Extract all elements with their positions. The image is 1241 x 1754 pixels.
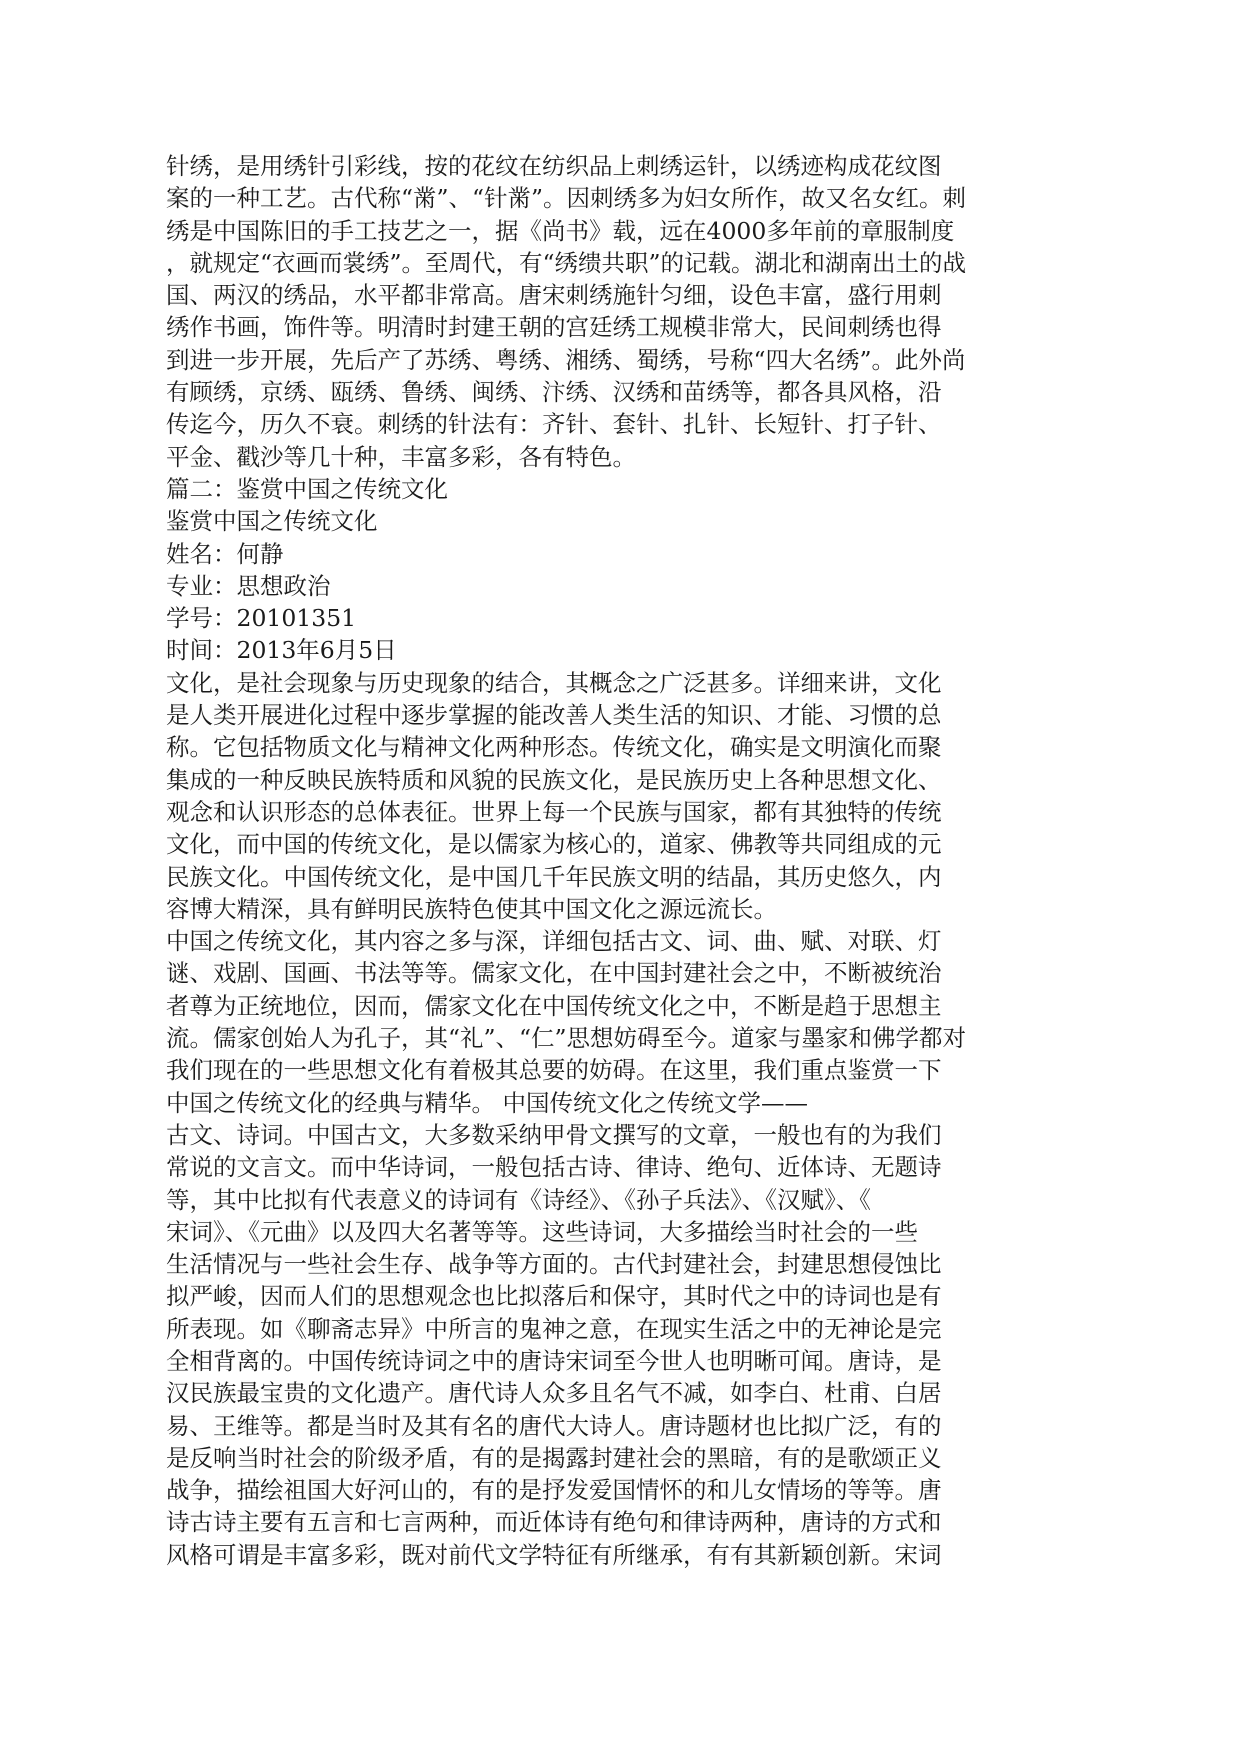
text-line: 平金、戳沙等几十种，丰富多彩，各有特色。: [166, 442, 636, 471]
text-line: 等，其中比拟有代表意义的诗词有《诗经》、《孙子兵法》、《汉赋》、《: [166, 1185, 871, 1214]
text-line: 中国之传统文化的经典与精华。 中国传统文化之传统文学——: [166, 1088, 808, 1117]
text-line: 时间：2013年6月5日: [166, 636, 397, 665]
text-line: 称。它包括物质文化与精神文化两种形态。传统文化，确实是文明演化而聚: [166, 733, 942, 762]
text-line: 到进一步开展，先后产了苏绣、粤绣、湘绣、蜀绣，号称“四大名绣”。此外尚: [166, 345, 966, 374]
text-line: 流。儒家创始人为孔子，其“礼”、“仁”思想妨碍至今。道家与墨家和佛学都对: [166, 1024, 967, 1053]
text-line: 民族文化。中国传统文化，是中国几千年民族文明的结晶，其历史悠久，内: [166, 862, 942, 891]
text-line: 绣是中国陈旧的手工技艺之一，据《尚书》载，远在4000多年前的章服制度: [166, 216, 955, 245]
text-line: 篇二：鉴赏中国之传统文化: [166, 474, 448, 503]
text-line: 姓名：何静: [166, 539, 284, 568]
text-line: 拟严峻，因而人们的思想观念也比拟落后和保守，其时代之中的诗词也是有: [166, 1282, 942, 1311]
text-line: 古文、诗词。中国古文，大多数采纳甲骨文撰写的文章，一般也有的为我们: [166, 1120, 942, 1149]
text-line: 者尊为正统地位，因而，儒家文化在中国传统文化之中，不断是趋于思想主: [166, 991, 942, 1020]
text-line: 战争，描绘祖国大好河山的，有的是抒发爱国情怀的和儿女情场的等等。唐: [166, 1476, 942, 1505]
text-line: 生活情况与一些社会生存、战争等方面的。古代封建社会，封建思想侵蚀比: [166, 1250, 942, 1279]
text-line: 宋词》、《元曲》以及四大名著等等。这些诗词，大多描绘当时社会的一些: [166, 1217, 918, 1246]
text-line: 观念和认识形态的总体表征。世界上每一个民族与国家，都有其独特的传统: [166, 797, 942, 826]
text-line: 是人类开展进化过程中逐步掌握的能改善人类生活的知识、才能、习惯的总: [166, 701, 942, 730]
text-line: 诗古诗主要有五言和七言两种，而近体诗有绝句和律诗两种，唐诗的方式和: [166, 1508, 942, 1537]
text-line: 所表现。如《聊斋志异》中所言的鬼神之意，在现实生活之中的无神论是完: [166, 1314, 942, 1343]
text-line: 有顾绣，京绣、瓯绣、鲁绣、闽绣、汴绣、汉绣和苗绣等，都各具风格，沿: [166, 378, 942, 407]
text-line: 集成的一种反映民族特质和风貌的民族文化，是民族历史上各种思想文化、: [166, 765, 942, 794]
text-line: 文化，而中国的传统文化，是以儒家为核心的，道家、佛教等共同组成的元: [166, 830, 942, 859]
text-line: 汉民族最宝贵的文化遗产。唐代诗人众多且名气不减，如李白、杜甫、白居: [166, 1379, 942, 1408]
text-line: 全相背离的。中国传统诗词之中的唐诗宋词至今世人也明晰可闻。唐诗，是: [166, 1346, 942, 1375]
text-line: 学号：20101351: [166, 604, 357, 633]
text-line: 鉴赏中国之传统文化: [166, 507, 378, 536]
text-line: 风格可谓是丰富多彩，既对前代文学特征有所继承，有有其新颖创新。宋词: [166, 1540, 942, 1569]
text-line: 易、王维等。都是当时及其有名的唐代大诗人。唐诗题材也比拟广泛，有的: [166, 1411, 942, 1440]
document-body: [166, 150, 1066, 1571]
text-line: 常说的文言文。而中华诗词，一般包括古诗、律诗、绝句、近体诗、无题诗: [166, 1153, 942, 1182]
text-line: 针绣，是用绣针引彩线，按的花纹在纺织品上刺绣运针，以绣迹构成花纹图: [166, 152, 942, 180]
text-line: 我们现在的一些思想文化有着极其总要的妨碍。在这里，我们重点鉴赏一下: [166, 1056, 942, 1085]
text-line: 传迄今，历久不衰。刺绣的针法有：齐针、套针、扎针、长短针、打子针、: [166, 410, 942, 439]
text-line: 专业：思想政治: [166, 571, 331, 600]
text-line: 容博大精深，具有鲜明民族特色使其中国文化之源远流长。: [166, 894, 777, 923]
text-line: 谜、戏剧、国画、书法等等。儒家文化，在中国封建社会之中，不断被统治: [166, 959, 942, 988]
text-line: ，就规定“衣画而裳绣”。至周代，有“绣缋共职”的记载。湖北和湖南出土的战: [166, 248, 967, 277]
text-line: 绣作书画，饰件等。明清时封建王朝的宫廷绣工规模非常大，民间刺绣也得: [166, 313, 942, 342]
text-line: 中国之传统文化，其内容之多与深，详细包括古文、词、曲、赋、对联、灯: [166, 927, 942, 956]
text-line: 是反响当时社会的阶级矛盾，有的是揭露封建社会的黑暗，有的是歌颂正义: [166, 1443, 942, 1472]
text-line: 案的一种工艺。古代称“黹”、“针黹”。因刺绣多为妇女所作，故又名女红。刺: [166, 184, 967, 213]
text-line: 文化，是社会现象与历史现象的结合，其概念之广泛甚多。详细来讲，文化: [166, 668, 942, 697]
text-line: 国、两汉的绣品，水平都非常高。唐宋刺绣施针匀细，设色丰富，盛行用刺: [166, 281, 942, 310]
